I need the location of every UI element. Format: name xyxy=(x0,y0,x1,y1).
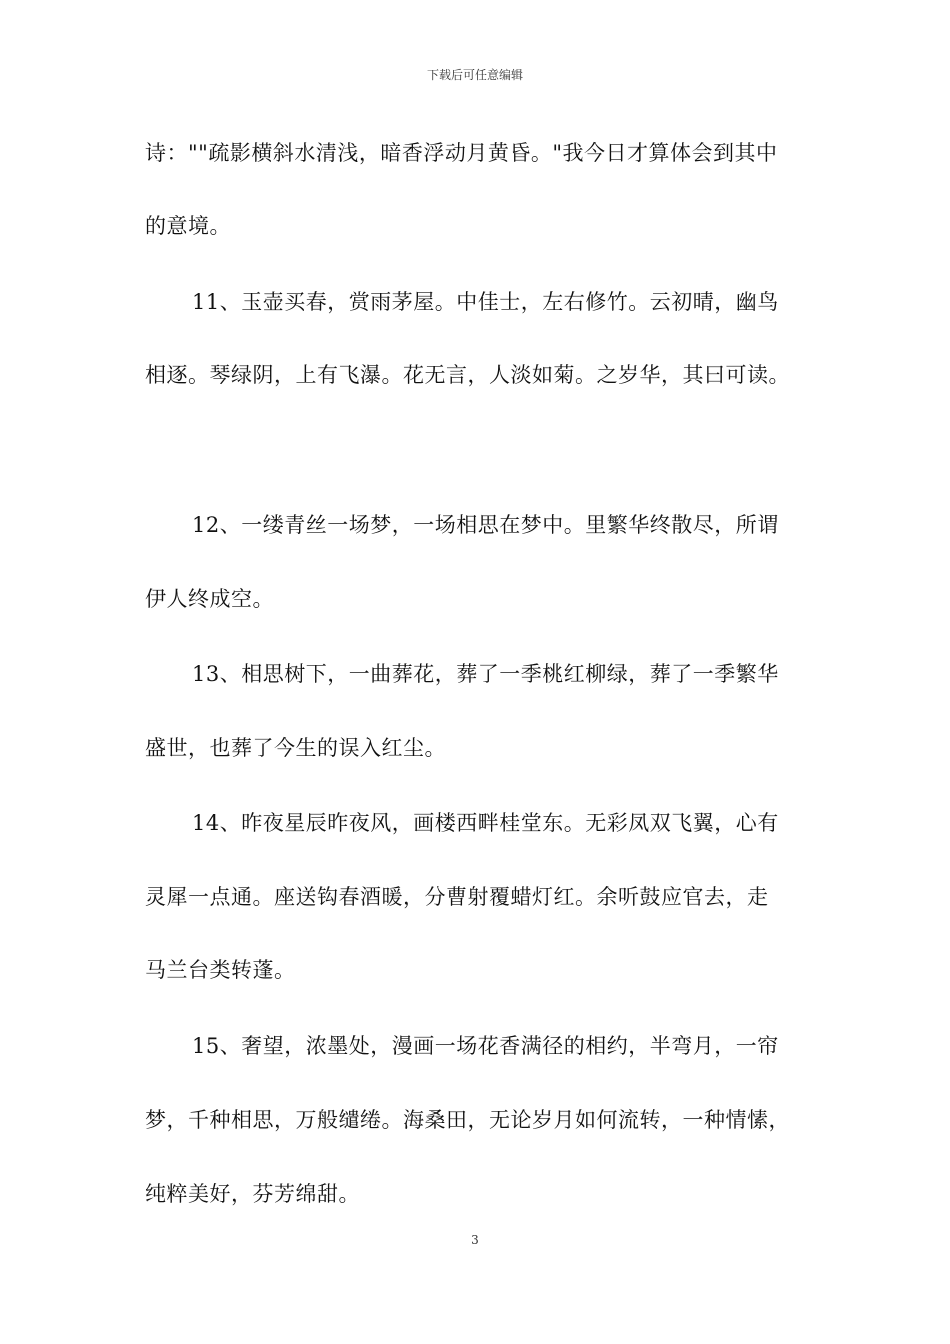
text-line: 伊人终成空。 xyxy=(145,587,274,611)
page-header: 下载后可任意编辑 xyxy=(426,68,523,82)
text-line: 相逐。琴绿阴，上有飞瀑。花无言，人淡如菊。之岁华，其曰可读。 xyxy=(145,363,790,387)
text-line: 马兰台类转蓬。 xyxy=(145,958,296,982)
text-line: 14、昨夜星辰昨夜风，画楼西畔桂堂东。无彩凤双飞翼，心有 xyxy=(192,811,779,835)
text-line: 诗：""疏影横斜水清浅，暗香浮动月黄昏。"我今日才算体会到其中 xyxy=(145,141,778,165)
page-number: 3 xyxy=(471,1233,479,1247)
text-line: 灵犀一点通。座送钩春酒暖，分曹射覆蜡灯红。余听鼓应官去，走 xyxy=(145,885,769,909)
text-line: 12、一缕青丝一场梦，一场相思在梦中。里繁华终散尽，所谓 xyxy=(192,513,779,537)
text-line: 的意境。 xyxy=(145,214,231,238)
text-line: 11、玉壶买春，赏雨茅屋。中佳士，左右修竹。云初晴，幽鸟 xyxy=(192,290,779,314)
text-line: 15、奢望，浓墨处，漫画一场花香满径的相约，半弯月，一帘 xyxy=(192,1034,779,1058)
text-line: 盛世，也葬了今生的误入红尘。 xyxy=(145,736,446,760)
text-line: 13、相思树下，一曲葬花，葬了一季桃红柳绿，葬了一季繁华 xyxy=(192,662,779,686)
text-line: 纯粹美好，芬芳绵甜。 xyxy=(145,1182,360,1206)
text-line: 梦，千种相思，万般缱绻。海桑田，无论岁月如何流转，一种情愫， xyxy=(145,1108,790,1132)
